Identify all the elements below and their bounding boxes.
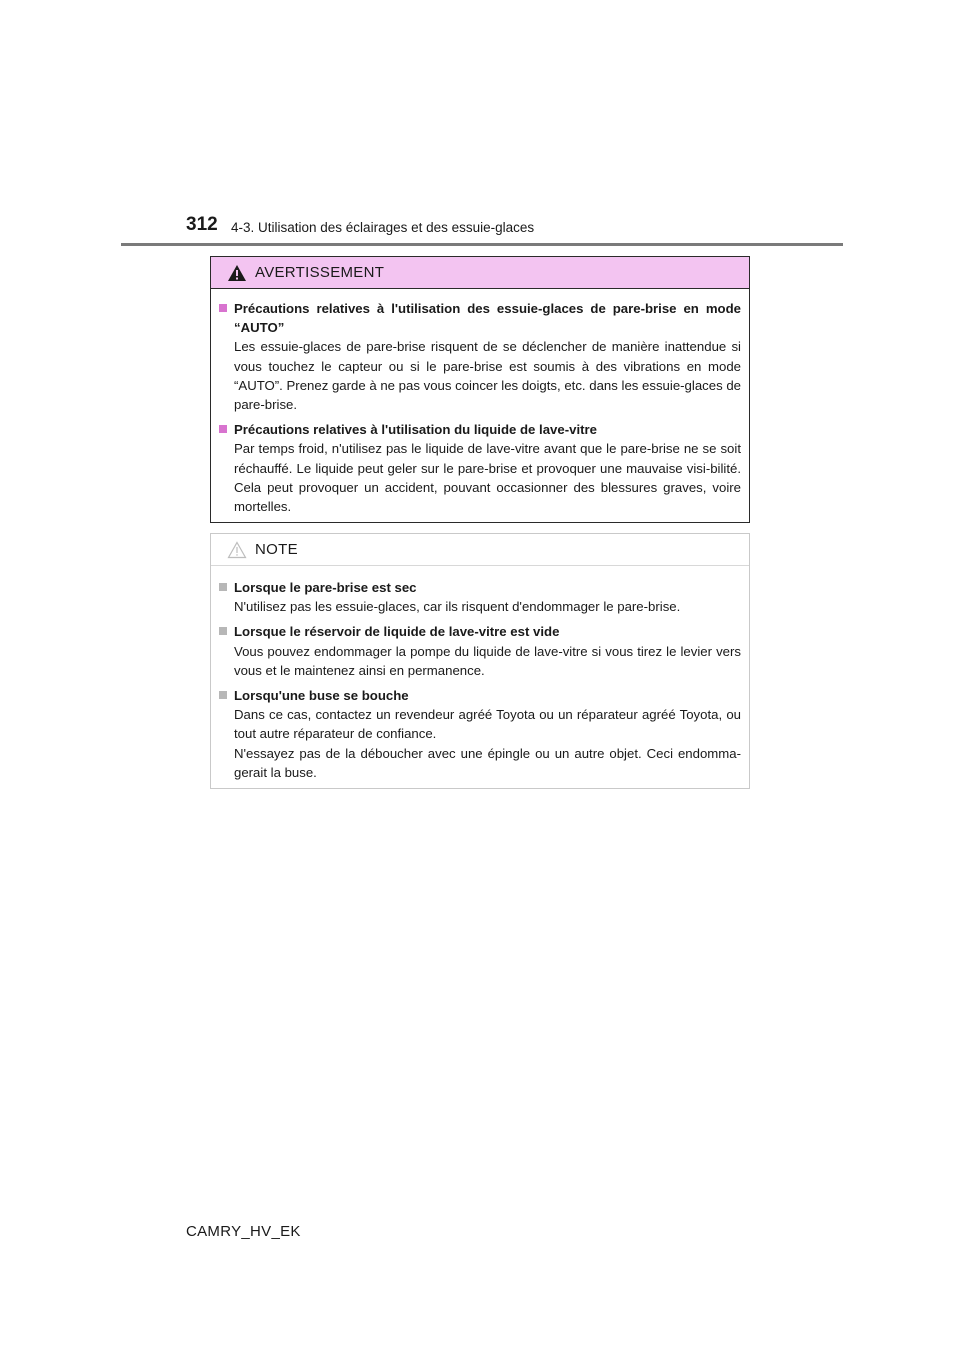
warning-item bbox=[219, 420, 741, 516]
note-item-title: Lorsqu'une buse se bouche bbox=[234, 688, 409, 704]
note-body bbox=[211, 566, 749, 782]
section-title: 4-3. Utilisation des éclairages et des essuie-glaces bbox=[231, 220, 535, 235]
note-item bbox=[219, 686, 741, 782]
warning-item bbox=[219, 299, 741, 414]
square-bullet-icon bbox=[219, 691, 227, 699]
square-bullet-icon bbox=[219, 627, 227, 635]
warning-box bbox=[210, 256, 750, 523]
warning-item-text: Les essuie-glaces de pare-brise risquent de se déclencher de manière inattendue si vous touchez le capteur ou si le pare-brise est soumis à des vibrations en mode “AUTO”. Prenez garde à ne pas vous coincer les doigts, etc. dans les essuie-glaces de pare-brise. bbox=[234, 339, 742, 413]
note-item bbox=[219, 578, 741, 616]
warning-header bbox=[211, 257, 749, 289]
note-item-text: N'essayez pas de la déboucher avec une épingle ou un autre objet. Ceci endomma-gerait la buse. bbox=[234, 745, 741, 780]
warning-body bbox=[211, 289, 749, 516]
warning-triangle-icon bbox=[227, 264, 247, 282]
caution-triangle-outline-icon bbox=[227, 541, 247, 559]
note-box bbox=[210, 533, 750, 789]
square-bullet-icon bbox=[219, 583, 227, 591]
note-item-text: N'utilisez pas les essuie-glaces, car ils risquent d'endommager le pare-brise. bbox=[234, 599, 681, 615]
note-item-title: Lorsque le réservoir de liquide de lave-vitre est vide bbox=[234, 624, 560, 640]
page-number: 312 bbox=[186, 214, 218, 235]
warning-title: AVERTISSEMENT bbox=[255, 264, 385, 281]
warning-item-text: Par temps froid, n'utilisez pas le liquide de lave-vitre avant que le pare-brise ne se soit réchauffé. Le liquide peut geler sur le pare-brise et provoquer une mauvaise visi-bilité. Cela peut provoquer un accident, pouvant occasionner des blessures graves, voire mortelles. bbox=[234, 441, 741, 515]
note-item bbox=[219, 622, 741, 680]
note-title: NOTE bbox=[255, 541, 298, 558]
square-bullet-icon bbox=[219, 304, 227, 312]
header-divider bbox=[121, 243, 843, 246]
model-code-footer: CAMRY_HV_EK bbox=[186, 1223, 301, 1240]
note-item-text: Dans ce cas, contactez un revendeur agréé Toyota ou un réparateur agréé Toyota, ou tout autre réparateur de confiance. bbox=[234, 707, 741, 742]
note-header bbox=[211, 534, 749, 566]
warning-item-title: Précautions relatives à l'utilisation des essuie-glaces de pare-brise en mode “AUTO” bbox=[234, 301, 741, 336]
warning-item-title: Précautions relatives à l'utilisation du liquide de lave-vitre bbox=[234, 422, 597, 438]
note-item-text: Vous pouvez endommager la pompe du liquide de lave-vitre si vous tirez le levier vers vous et le maintenez ainsi en permanence. bbox=[234, 643, 741, 678]
square-bullet-icon bbox=[219, 425, 227, 433]
note-item-title: Lorsque le pare-brise est sec bbox=[234, 580, 417, 595]
